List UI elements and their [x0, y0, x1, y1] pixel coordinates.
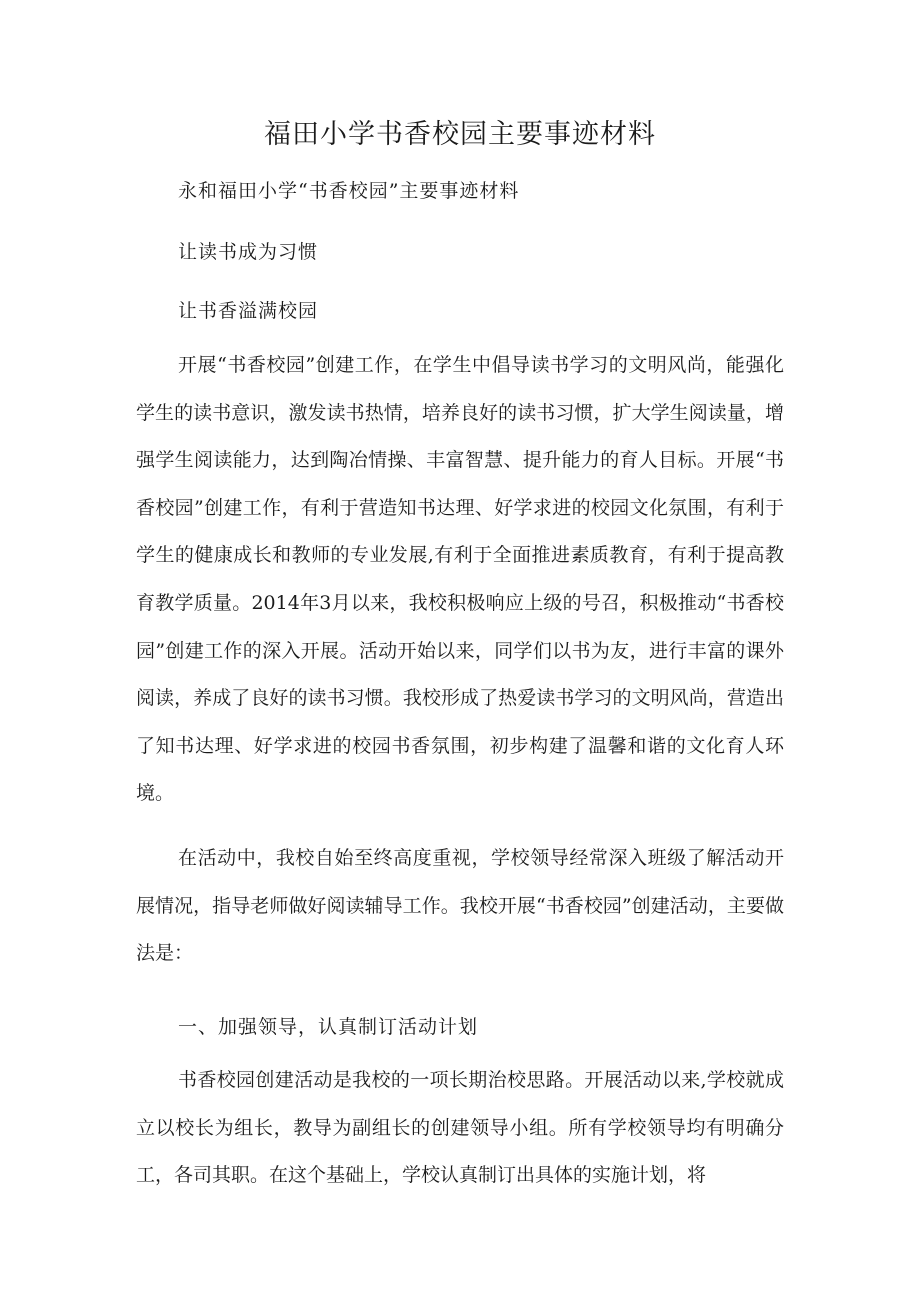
body-paragraph-2: 在活动中，我校自始至终高度重视，学校领导经常深入班级了解活动开展情况，指导老师做好阅读辅导工作。我校开展“书香校园”创建活动，主要做法是：: [136, 847, 784, 965]
body-paragraph-3: 书香校园创建活动是我校的一项长期治校思路。开展活动以来,学校就成立以校长为组长，教导为副组长的创建领导小组。所有学校领导均有明确分工，各司其职。在这个基础上，学校认真制订出具体的实施计划，将: [136, 1069, 784, 1187]
slogan-line-2: 让书香溢满校园: [178, 300, 319, 322]
document-title: 福田小学书香校园主要事迹材料: [264, 119, 656, 150]
slogan-line-1: 让读书成为习惯: [178, 241, 319, 263]
document-subtitle: 永和福田小学“书香校园”主要事迹材料: [178, 180, 520, 202]
body-paragraph-1: 开展“书香校园”创建工作，在学生中倡导读书学习的文明风尚，能强化学生的读书意识，激发读书热情，培养良好的读书习惯，扩大学生阅读量，增强学生阅读能力，达到陶冶情操、丰富智慧、提升能力的育人目标。开展“书香校园”创建工作，有利于营造知书达理、好学求进的校园文化氛围，有利于学生的健康成长和教师的专业发展,有利于全面推进素质教育，有利于提高教育教学质量。2014年3月以来，我校积极响应上级的号召，积极推动“书香校园”创建工作的深入开展。活动开始以来，同学们以书为友，进行丰富的课外阅读，养成了良好的读书习惯。我校形成了热爱读书学习的文明风尚，营造出了知书达理、好学求进的校园书香氛围，初步构建了温馨和谐的文化育人环境。: [136, 354, 784, 805]
section-heading: 一、加强领导，认真制订活动计划: [178, 1016, 479, 1038]
